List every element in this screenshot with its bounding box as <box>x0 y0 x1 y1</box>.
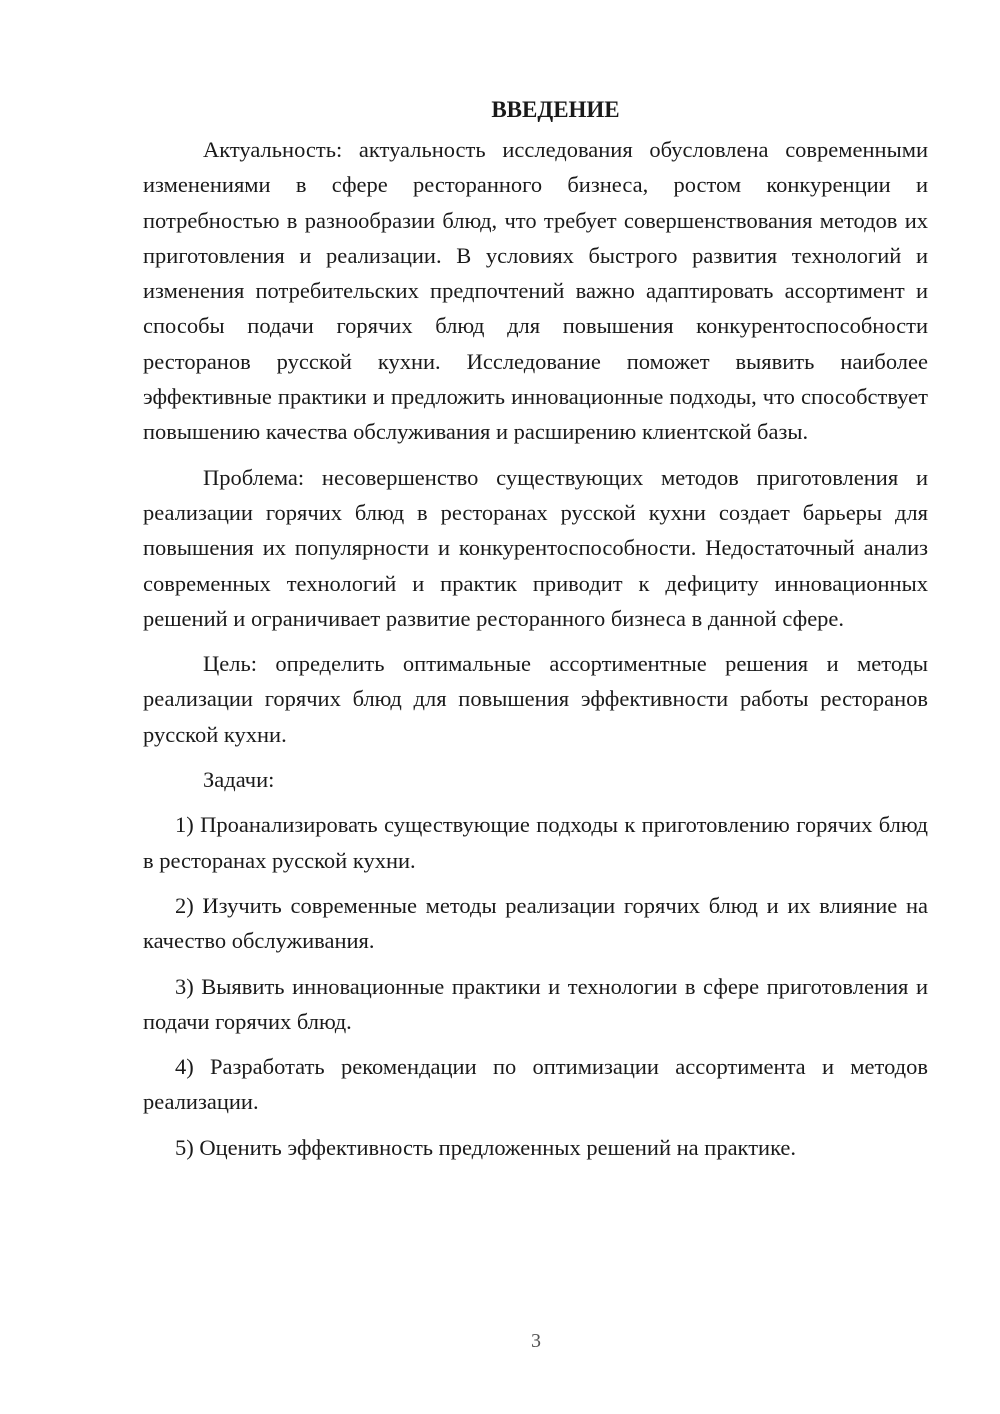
document-page <box>143 92 928 1165</box>
task-item-1: 1) Проанализировать существующие подходы к приготовлению горячих блюд в ресторанах русской кухни. <box>143 812 928 873</box>
task-item-3: 3) Выявить инновационные практики и технологии в сфере приготовления и подачи горячих блюд. <box>143 973 928 1034</box>
section-title: ВВЕДЕНИЕ <box>491 97 620 122</box>
task-item-4: 4) Разработать рекомендации по оптимизации ассортимента и методов реализации. <box>143 1054 928 1115</box>
paragraph-tasks-heading: Задачи: <box>203 767 275 793</box>
paragraph-problem: Проблема: несовершенство существующих методов приготовления и реализации горячих блюд в ресторанах русской кухни создает барьеры для повышения их популярности и конкурентоспособности. Недостаточный анализ современных технологий и практик приводит к дефициту инновационных решений и ограничивает развитие ресторанного бизнеса в данной сфере. <box>143 464 928 631</box>
paragraph-goal: Цель: определить оптимальные ассортиментные решения и методы реализации горячих блюд для повышения эффективности работы ресторанов русской кухни. <box>143 651 928 747</box>
task-list <box>143 807 928 1165</box>
task-item-5: 5) Оценить эффективность предложенных решений на практике. <box>175 1134 797 1160</box>
page-number: 3 <box>531 1330 541 1352</box>
paragraph-relevance: Актуальность: актуальность исследования обусловлена современными изменениями в сфере ресторанного бизнеса, ростом конкуренции и потребностью в разнообразии блюд, что требует совершенствования методов их приготовления и реализации. В условиях быстрого развития технологий и изменения потребительских предпочтений важно адаптировать ассортимент и способы подачи горячих блюд для повышения конкурентоспособности ресторанов русской кухни. Исследование поможет выявить наиболее эффективные практики и предложить инновационные подходы, что способствует повышению качества обслуживания и расширению клиентской базы. <box>143 137 928 445</box>
task-item-2: 2) Изучить современные методы реализации горячих блюд и их влияние на качество обслуживания. <box>143 892 928 954</box>
